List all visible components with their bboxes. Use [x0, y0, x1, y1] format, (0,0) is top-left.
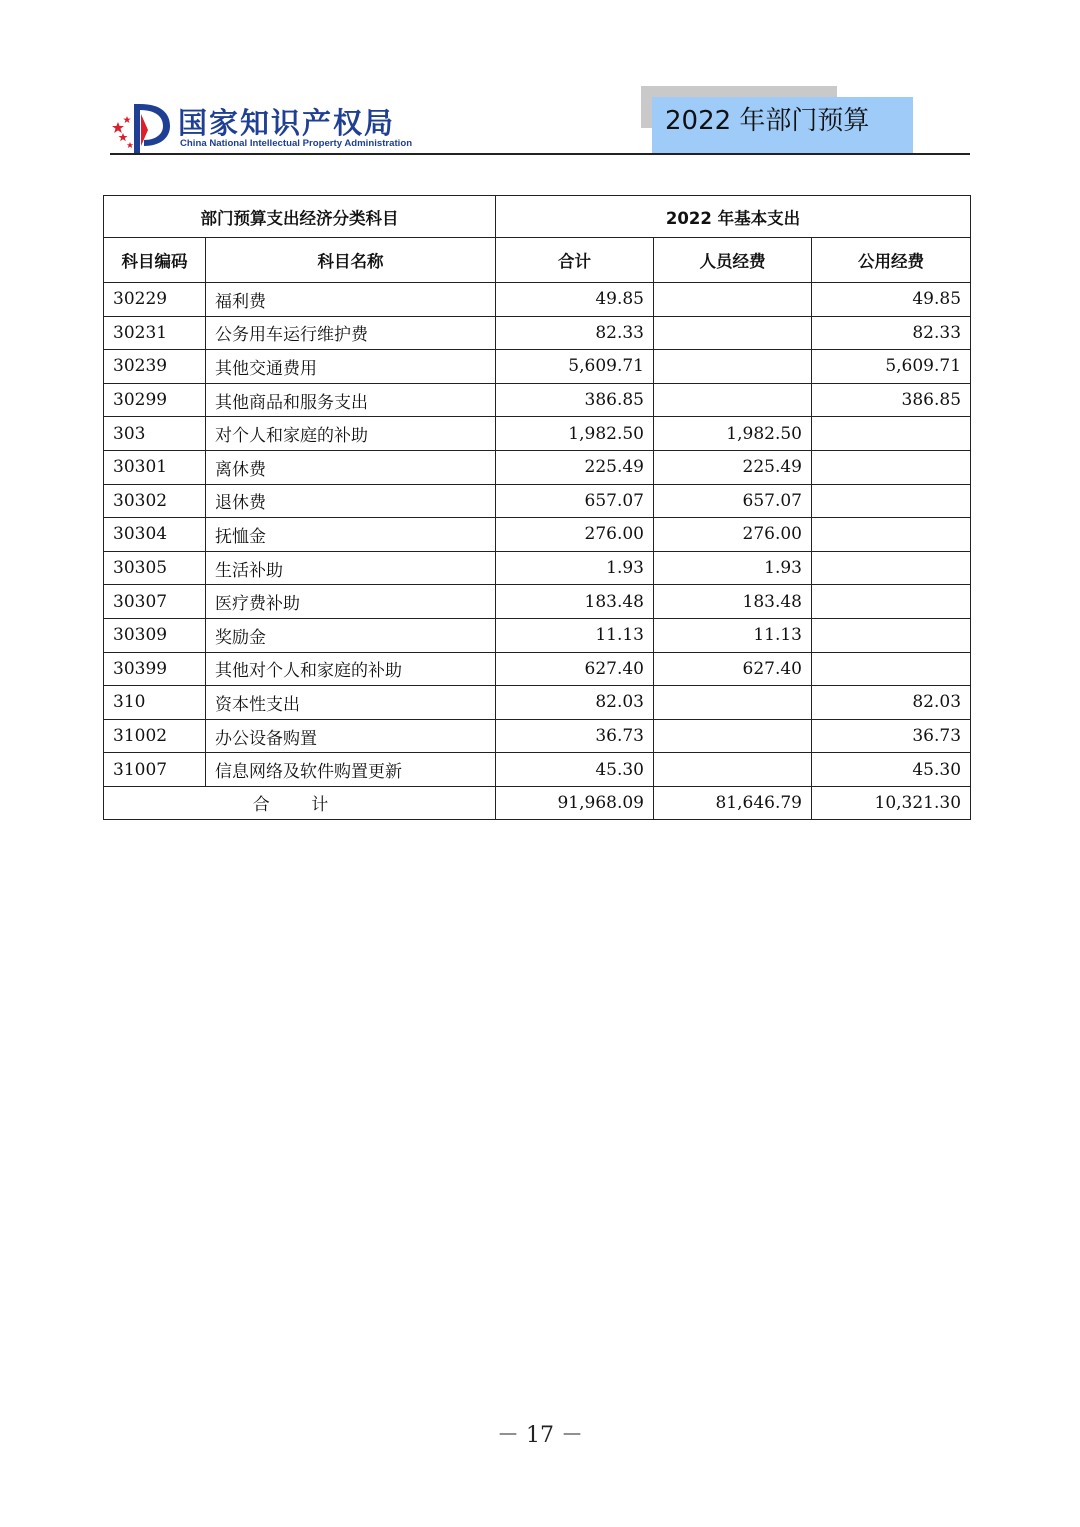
table-row — [104, 283, 971, 317]
table-row — [104, 484, 971, 518]
org-name-en: China National Intellectual Property Administration — [180, 138, 413, 149]
row-code: 30239 — [104, 350, 206, 384]
name-column-header: 科目名称 — [206, 238, 496, 283]
row-total: 627.40 — [496, 652, 654, 686]
row-code: 30305 — [104, 551, 206, 585]
row-name: 抚恤金 — [206, 518, 496, 552]
row-personnel: 276.00 — [654, 518, 812, 552]
budget-title: 2022 年部门预算 — [652, 97, 913, 153]
row-total: 49.85 — [496, 283, 654, 317]
row-total: 1,982.50 — [496, 417, 654, 451]
code-column-header: 科目编码 — [104, 238, 206, 283]
row-personnel — [654, 350, 812, 384]
personnel-total: 81,646.79 — [654, 786, 812, 819]
row-total: 82.33 — [496, 316, 654, 350]
row-total: 225.49 — [496, 450, 654, 484]
row-total: 183.48 — [496, 585, 654, 619]
row-public: 82.03 — [812, 686, 971, 720]
row-name: 对个人和家庭的补助 — [206, 417, 496, 451]
row-name: 奖励金 — [206, 618, 496, 652]
row-total: 11.13 — [496, 618, 654, 652]
row-code: 30299 — [104, 383, 206, 417]
row-public: 45.30 — [812, 753, 971, 787]
row-personnel — [654, 753, 812, 787]
row-name: 福利费 — [206, 283, 496, 317]
public-column-header: 公用经费 — [812, 238, 971, 283]
row-total: 5,609.71 — [496, 350, 654, 384]
row-personnel — [654, 316, 812, 350]
expense-group-header: 2022 年基本支出 — [496, 196, 971, 238]
row-public: 36.73 — [812, 719, 971, 753]
row-code: 30304 — [104, 518, 206, 552]
table-row — [104, 585, 971, 619]
row-public — [812, 518, 971, 552]
row-code: 30302 — [104, 484, 206, 518]
public-total: 10,321.30 — [812, 786, 971, 819]
category-group-header: 部门预算支出经济分类科目 — [104, 196, 496, 238]
row-name: 资本性支出 — [206, 686, 496, 720]
budget-table — [103, 195, 971, 820]
row-personnel: 657.07 — [654, 484, 812, 518]
row-personnel — [654, 383, 812, 417]
row-code: 30309 — [104, 618, 206, 652]
row-public: 82.33 — [812, 316, 971, 350]
page-header — [0, 0, 1080, 160]
row-name: 生活补助 — [206, 551, 496, 585]
row-name: 其他交通费用 — [206, 350, 496, 384]
table-row — [104, 518, 971, 552]
row-personnel — [654, 719, 812, 753]
table-row — [104, 618, 971, 652]
row-public — [812, 585, 971, 619]
total-label: 合 计 — [104, 786, 496, 819]
table-row — [104, 417, 971, 451]
row-code: 30301 — [104, 450, 206, 484]
row-code: 31002 — [104, 719, 206, 753]
table-row — [104, 316, 971, 350]
row-public: 386.85 — [812, 383, 971, 417]
row-public: 49.85 — [812, 283, 971, 317]
row-public — [812, 652, 971, 686]
row-personnel — [654, 283, 812, 317]
table-row — [104, 551, 971, 585]
row-name: 医疗费补助 — [206, 585, 496, 619]
row-total: 276.00 — [496, 518, 654, 552]
org-name-cn: 国家知识产权局 — [178, 106, 396, 140]
table-row — [104, 652, 971, 686]
row-public — [812, 618, 971, 652]
row-name: 办公设备购置 — [206, 719, 496, 753]
table-row — [104, 719, 971, 753]
row-code: 30229 — [104, 283, 206, 317]
row-total: 36.73 — [496, 719, 654, 753]
row-total: 657.07 — [496, 484, 654, 518]
row-personnel — [654, 686, 812, 720]
row-public — [812, 450, 971, 484]
header-divider — [110, 153, 970, 155]
row-code: 30399 — [104, 652, 206, 686]
total-row — [104, 786, 971, 819]
row-personnel: 225.49 — [654, 450, 812, 484]
table-row — [104, 383, 971, 417]
row-public — [812, 484, 971, 518]
row-code: 303 — [104, 417, 206, 451]
row-name: 退休费 — [206, 484, 496, 518]
table-row — [104, 753, 971, 787]
column-header-row — [104, 238, 971, 283]
table-row — [104, 450, 971, 484]
row-code: 30231 — [104, 316, 206, 350]
grand-total: 91,968.09 — [496, 786, 654, 819]
row-code: 31007 — [104, 753, 206, 787]
page-number: － 17 － — [497, 1423, 583, 1448]
row-name: 其他商品和服务支出 — [206, 383, 496, 417]
total-column-header: 合计 — [496, 238, 654, 283]
cnipa-logo-icon — [110, 100, 172, 156]
table-row — [104, 350, 971, 384]
row-personnel: 183.48 — [654, 585, 812, 619]
row-personnel: 11.13 — [654, 618, 812, 652]
row-public: 5,609.71 — [812, 350, 971, 384]
row-name: 信息网络及软件购置更新 — [206, 753, 496, 787]
row-personnel: 1,982.50 — [654, 417, 812, 451]
row-public — [812, 551, 971, 585]
group-header-row — [104, 196, 971, 238]
row-name: 其他对个人和家庭的补助 — [206, 652, 496, 686]
row-public — [812, 417, 971, 451]
row-code: 310 — [104, 686, 206, 720]
row-personnel: 627.40 — [654, 652, 812, 686]
row-personnel: 1.93 — [654, 551, 812, 585]
row-total: 1.93 — [496, 551, 654, 585]
row-total: 45.30 — [496, 753, 654, 787]
row-name: 离休费 — [206, 450, 496, 484]
row-name: 公务用车运行维护费 — [206, 316, 496, 350]
row-code: 30307 — [104, 585, 206, 619]
table-row — [104, 686, 971, 720]
personnel-column-header: 人员经费 — [654, 238, 812, 283]
row-total: 386.85 — [496, 383, 654, 417]
row-total: 82.03 — [496, 686, 654, 720]
